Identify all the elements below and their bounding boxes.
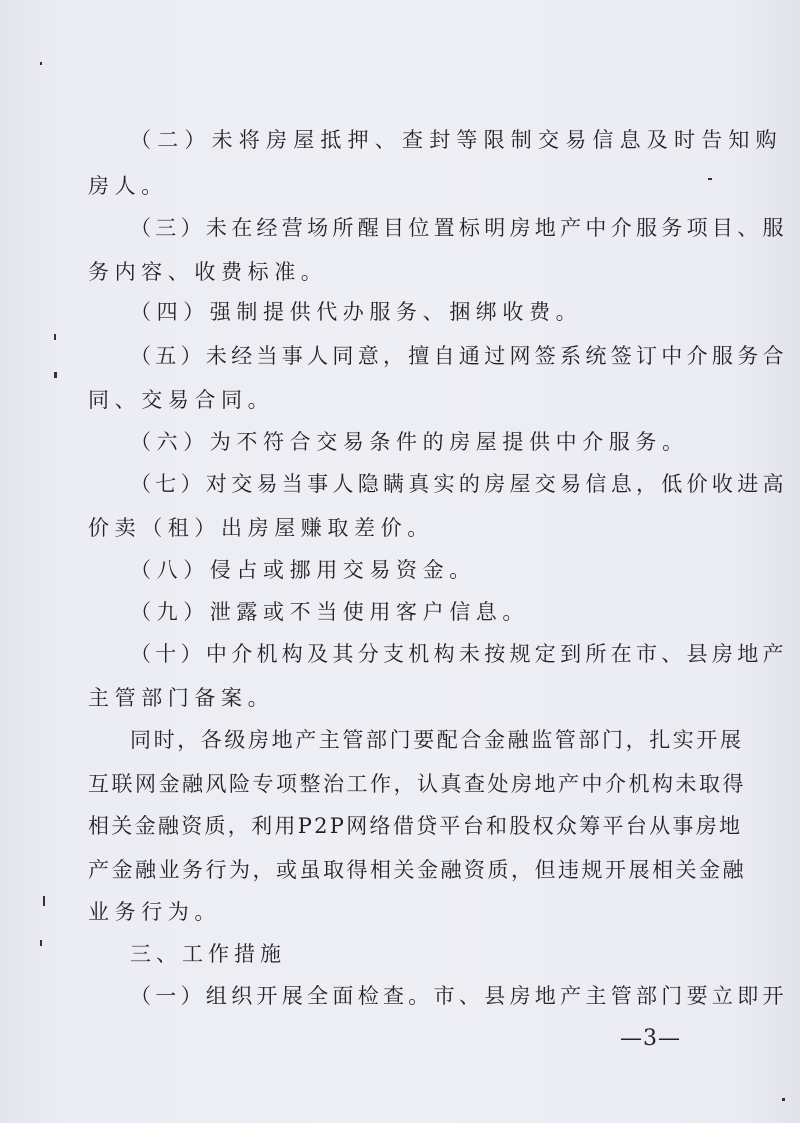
text-line: 同、交易合同。 [88, 388, 275, 412]
text-line: （二）未将房屋抵押、查封等限制交易信息及时告知购 [130, 128, 783, 152]
text-line: （一）组织开展全面检查。市、县房地产主管部门要立即开 [130, 984, 788, 1008]
page-number: —3— [620, 1026, 681, 1051]
scan-speck [40, 62, 42, 65]
text-line: （五）未经当事人同意，擅自通过网签系统签订中介服务合 [130, 344, 788, 368]
scan-speck [43, 896, 45, 906]
scan-speck [708, 178, 712, 180]
text-line: 价卖（租）出房屋赚取差价。 [88, 516, 434, 540]
text-line: （八）侵占或挪用交易资金。 [130, 558, 476, 582]
text-line: 相关金融资质，利用P2P网络借贷平台和股权众筹平台从事房地 [88, 814, 743, 838]
section-heading: 三、工作措施 [130, 942, 286, 966]
scan-speck [40, 940, 42, 946]
text-line: （六）为不符合交易条件的房屋提供中介服务。 [130, 430, 689, 454]
scan-speck [54, 372, 57, 378]
text-line: （四）强制提供代办服务、捆绑收费。 [130, 300, 583, 324]
text-line: 主管部门备案。 [88, 686, 275, 710]
text-line: （七）对交易当事人隐瞒真实的房屋交易信息，低价收进高 [130, 472, 788, 496]
text-line: 房人。 [88, 174, 168, 198]
text-line: 同时，各级房地产主管部门要配合金融监管部门，扎实开展 [130, 728, 744, 752]
scan-speck [54, 334, 56, 340]
text-line: （十）中介机构及其分支机构未按规定到所在市、县房地产 [130, 642, 788, 666]
scan-speck [782, 1098, 785, 1101]
text-line: 务内容、收费标准。 [88, 260, 328, 284]
text-line: （九）泄露或不当使用客户信息。 [130, 600, 529, 624]
text-line: 产金融业务行为，或虽取得相关金融资质，但违规开展相关金融 [88, 858, 746, 882]
text-line: （三）未在经营场所醒目位置标明房地产中介服务项目、服 [130, 216, 788, 240]
text-line: 互联网金融风险专项整治工作，认真查处房地产中介机构未取得 [88, 772, 746, 796]
text-line: 业务行为。 [88, 900, 221, 924]
